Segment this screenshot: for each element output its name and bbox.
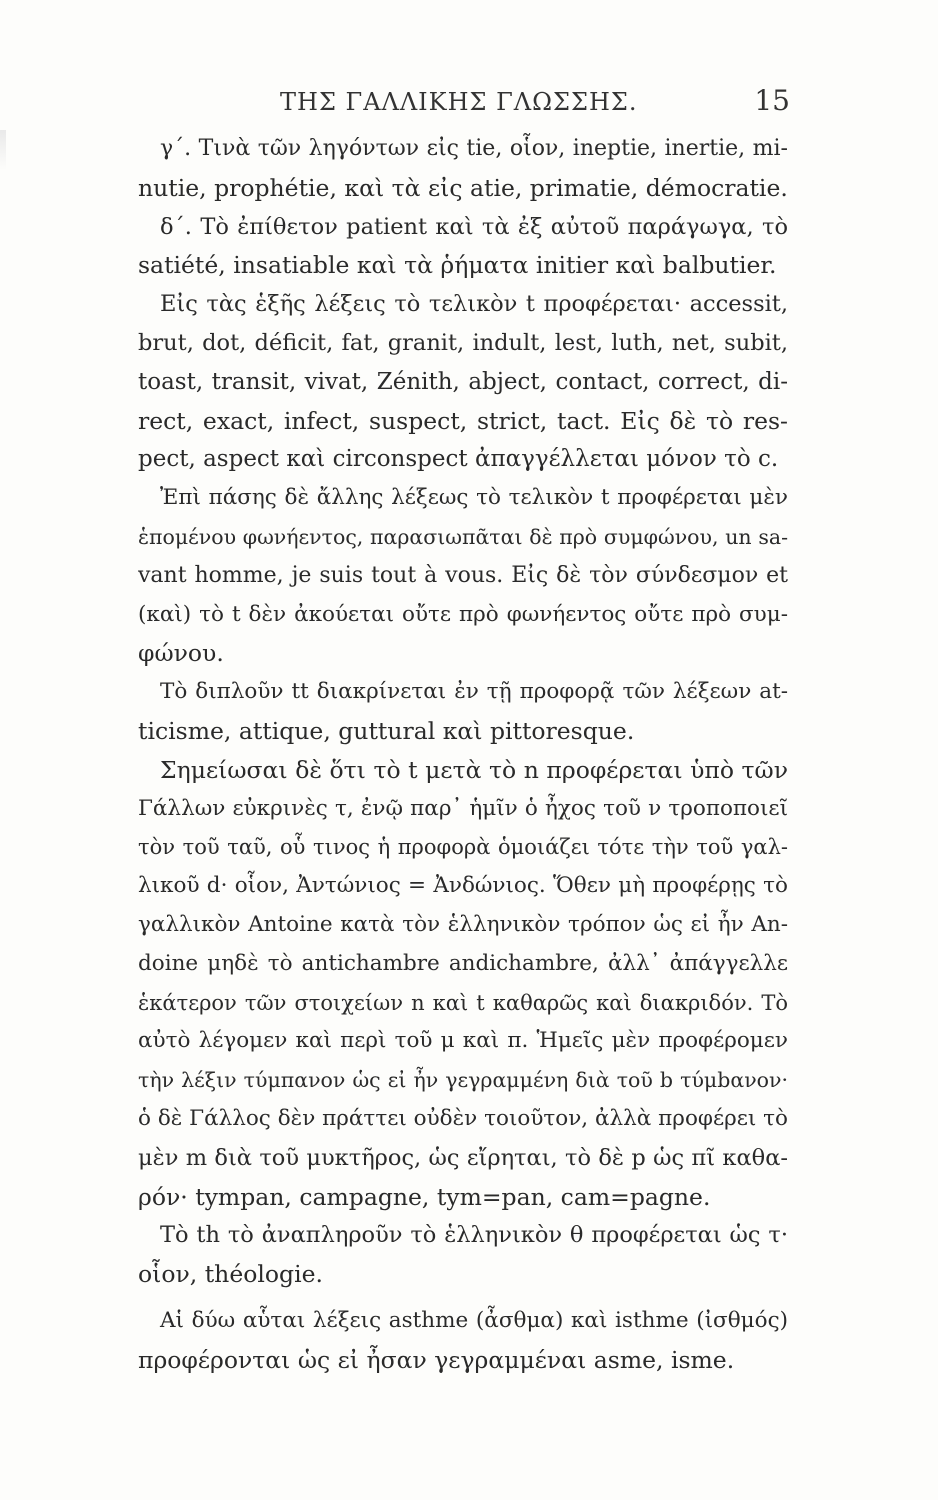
body-text xyxy=(138,130,788,1380)
text-line: vant homme, je suis tout à vous. Εἰς δὲ τὸν σύνδεσμον et xyxy=(138,562,788,588)
text-line: ticisme, attique, guttural καὶ pittoresque. xyxy=(138,716,635,745)
text-line: satiété, insatiable καὶ τὰ ῥήματα initier καὶ balbutier. xyxy=(138,251,777,280)
page-number: 15 xyxy=(754,84,790,117)
text-line: γ΄. Τινὰ τῶν ληγόντων εἰς tie, οἷον, ineptie, inertie, mi- xyxy=(160,136,788,161)
text-line: γαλλικὸν Antoine κατὰ τὸν ἑλληνικὸν τρόπον ὡς εἰ ἦν An- xyxy=(138,911,788,937)
text-line: brut, dot, déficit, fat, granit, indult, lest, luth, net, subit, xyxy=(138,329,788,356)
text-line: pect, aspect καὶ circonspect ἀπαγγέλλεται μόνον τὸ c. xyxy=(138,446,779,473)
text-line: ἑκάτερον τῶν στοιχείων n καὶ t καθαρῶς καὶ διακριδόν. Τὸ xyxy=(138,990,788,1015)
text-line: ρόν· tympan, campagne, tym=pan, cam=pagne. xyxy=(138,1182,711,1211)
text-line: αὐτὸ λέγομεν καὶ περὶ τοῦ μ καὶ π. Ἡμεῖς μὲν προφέρομεν xyxy=(138,1028,788,1054)
text-line: Τὸ διπλοῦν tt διακρίνεται ἐν τῇ προφορᾷ τῶν λέξεων at- xyxy=(160,679,788,705)
page-header xyxy=(130,84,790,124)
text-line: Εἰς τὰς ἑξῆς λέξεις τὸ τελικὸν t προφέρεται· accessit, xyxy=(160,291,788,318)
text-line: φώνου. xyxy=(138,639,224,668)
text-line: ὁ δὲ Γάλλος δὲν πράττει οὐδὲν τοιοῦτον, ἀλλὰ προφέρει τὸ xyxy=(138,1105,788,1131)
text-line: οἷον, théologie. xyxy=(138,1260,323,1289)
text-line: προφέρονται ὡς εἰ ἦσαν γεγραμμέναι asme, isme. xyxy=(138,1345,735,1374)
page-edge-shadow xyxy=(0,130,6,170)
text-line: τὴν λέξιν τύμπανον ὡς εἰ ἦν γεγραμμένη διὰ τοῦ b τύμbανον· xyxy=(138,1068,788,1093)
text-line: nutie, prophétie, καὶ τὰ εἰς atie, primatie, démocratie. xyxy=(138,173,788,202)
text-line: doine μηδὲ τὸ antichambre andichambre, ἀλλ᾽ ἀπάγγελλε xyxy=(138,950,788,976)
text-line: μὲν m διὰ τοῦ μυκτῆρος, ὡς εἴρηται, τὸ δὲ p ὡς πῖ καθα- xyxy=(138,1144,788,1171)
text-line: ἑπομένου φωνήεντος, παρασιωπᾶται δὲ πρὸ συμφώνου, un sa- xyxy=(138,524,788,549)
text-line: Ἐπὶ πάσης δὲ ἄλλης λέξεως τὸ τελικὸν t προφέρεται μὲν xyxy=(160,485,788,511)
text-line: λικοῦ d· οἷον, Ἀντώνιος = Ἀνδώνιος. Ὅθεν μὴ προφέρῃς τὸ xyxy=(138,873,788,899)
text-line: Τὸ th τὸ ἀναπληροῦν τὸ ἑλληνικὸν θ προφέρεται ὡς τ· xyxy=(160,1222,788,1249)
running-title: ΤΗΣ ΓΑΛΛΙΚΗΣ ΓΛΩΣΣΗΣ. xyxy=(280,88,638,116)
text-line: (καὶ) τὸ t δὲν ἀκούεται οὔτε πρὸ φωνήεντος οὔτε πρὸ συμ- xyxy=(138,601,788,627)
text-line: τὸν τοῦ ταῦ, οὗ τινος ἡ προφορὰ ὁμοιάζει τότε τὴν τοῦ γαλ- xyxy=(138,835,788,860)
text-line: rect, exact, infect, suspect, strict, tact. Εἰς δὲ τὸ res- xyxy=(138,406,788,435)
text-line: Σημείωσαι δὲ ὅτι τὸ t μετὰ τὸ n προφέρεται ὑπὸ τῶν xyxy=(160,755,788,784)
text-line: Αἱ δύω αὗται λέξεις asthme (ἆσθμα) καὶ isthme (ἰσθμός) xyxy=(160,1307,788,1333)
text-line: δ΄. Τὸ ἐπίθετον patient καὶ τὰ ἐξ αὐτοῦ παράγωγα, τὸ xyxy=(160,213,788,240)
text-line: toast, transit, vivat, Zénith, abject, contact, correct, di- xyxy=(138,368,788,395)
text-line: Γάλλων εὐκρινὲς τ, ἐνῷ παρ᾽ ἡμῖν ὁ ἦχος τοῦ ν τροποποιεῖ xyxy=(138,795,788,821)
